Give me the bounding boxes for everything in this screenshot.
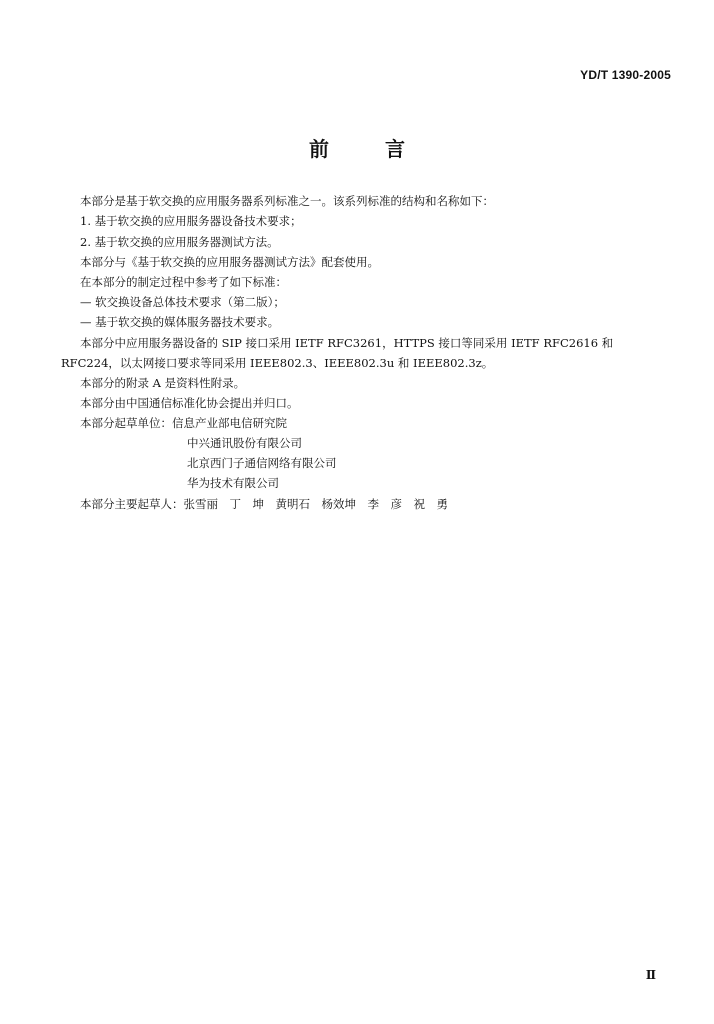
drafting-unit: 中兴通讯股份有限公司 (187, 436, 302, 450)
reference-item: — 基于软交换的媒体服务器技术要求。 (80, 315, 280, 329)
title-char-2: 言 (385, 137, 405, 161)
paragraph-proposer: 本部分由中国通信标准化协会提出并归口。 (80, 396, 299, 410)
paragraph-references: 在本部分的制定过程中参考了如下标准： (80, 275, 287, 289)
list-item: 1. 基于软交换的应用服务器设备技术要求； (80, 214, 302, 228)
paragraph-companion: 本部分与《基于软交换的应用服务器测试方法》配套使用。 (80, 255, 379, 269)
page-title (0, 133, 714, 162)
paragraph-interfaces: 本部分中应用服务器设备的 SIP 接口采用 IETF RFC3261，HTTPS 接口等同采用 IETF RFC2616 和 (80, 336, 614, 350)
title-char-1: 前 (309, 137, 329, 161)
list-item: 2. 基于软交换的应用服务器测试方法。 (80, 235, 279, 249)
paragraph-interfaces-cont: RFC224，以太网接口要求等同采用 IEEE802.3、IEEE802.3u 和 IEEE802.3z。 (61, 356, 494, 370)
drafting-unit: 华为技术有限公司 (187, 476, 279, 490)
reference-item: — 软交换设备总体技术要求（第二版）； (80, 295, 285, 309)
paragraph-appendix: 本部分的附录 A 是资料性附录。 (80, 376, 246, 390)
paragraph-drafting-units: 本部分起草单位：信息产业部电信研究院 (80, 416, 287, 430)
standard-number: YD/T 1390-2005 (580, 68, 671, 82)
drafting-unit: 北京西门子通信网络有限公司 (187, 456, 337, 470)
page-number: Ⅱ (645, 968, 656, 982)
paragraph-intro: 本部分是基于软交换的应用服务器系列标准之一。该系列标准的结构和名称如下： (80, 194, 494, 208)
paragraph-drafters: 本部分主要起草人：张雪丽 丁 坤 黄明石 杨效坤 李 彦 祝 勇 (80, 497, 448, 511)
